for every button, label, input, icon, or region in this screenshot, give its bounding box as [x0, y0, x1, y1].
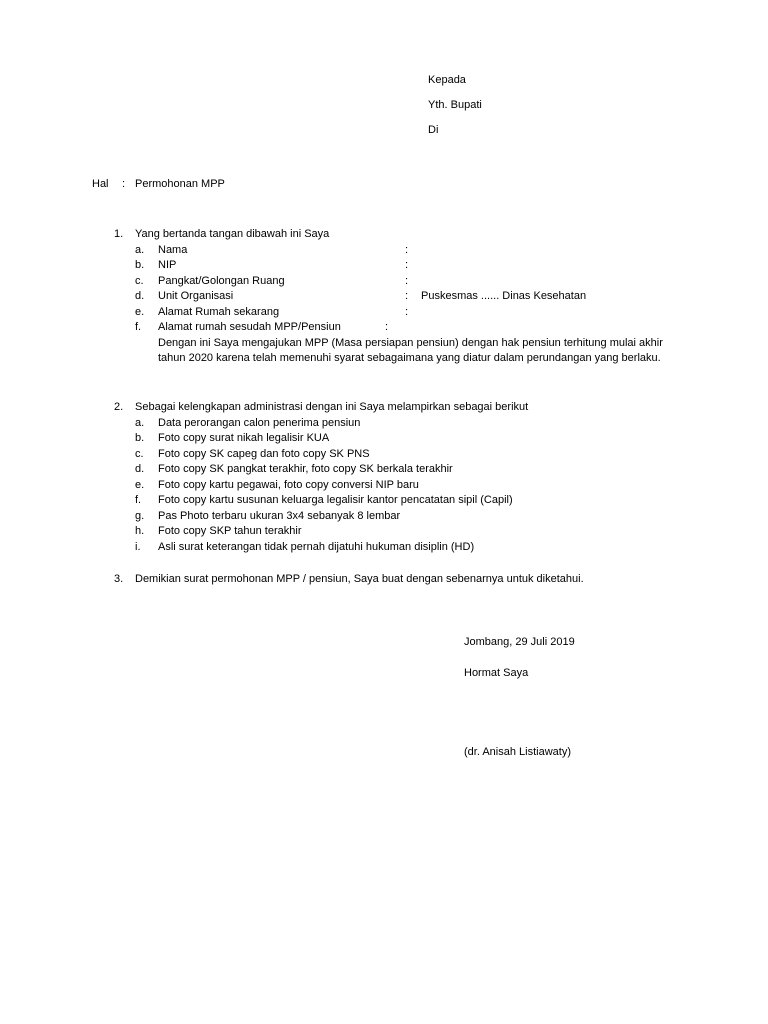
item-text: Foto copy surat nikah legalisir KUA [158, 432, 330, 444]
item-text: Foto copy SK capeg dan foto copy SK PNS [158, 447, 370, 460]
attachment-item [135, 447, 674, 463]
item-letter: g. [135, 509, 145, 522]
item-letter: f. [135, 494, 142, 506]
item-label: Alamat Rumah sekarang [158, 305, 280, 318]
item-letter: i. [135, 540, 141, 553]
item-letter: e. [135, 478, 145, 491]
section-2-number: 2. [114, 401, 124, 413]
identity-row-nama [135, 243, 674, 259]
section-1-number: 1. [114, 228, 124, 240]
attachment-item [135, 524, 674, 540]
identity-row-nip [135, 258, 674, 274]
attachment-item [135, 509, 674, 525]
signature-closing: Hormat Saya [464, 667, 529, 679]
item-text: Asli surat keterangan tidak pernah dijatuhi hukuman disiplin (HD) [158, 540, 475, 553]
item-text: Data perorangan calon penerima pensiun [158, 416, 361, 429]
item-letter: d. [135, 463, 145, 475]
item-colon: : [405, 243, 409, 256]
attachment-item [135, 478, 674, 494]
item-letter: a. [135, 243, 145, 256]
item-letter: b. [135, 259, 145, 271]
attachment-item [135, 431, 674, 447]
item-label: Alamat rumah sesudah MPP/Pensiun [158, 321, 341, 333]
section-2-heading: Sebagai kelengkapan administrasi dengan ini Saya melampirkan sebagai berikut [135, 401, 529, 413]
item-letter: d. [135, 290, 145, 302]
identity-row-alamat-sekarang [135, 305, 674, 321]
item-colon: : [385, 321, 389, 333]
subject-label: Hal [92, 178, 109, 190]
item-text: Foto copy SKP tahun terakhir [158, 525, 302, 537]
section-2 [114, 400, 674, 555]
signature-name: (dr. Anisah Listiawaty) [464, 746, 571, 758]
item-letter: c. [135, 274, 144, 287]
item-letter: a. [135, 416, 145, 429]
identity-row-alamat-sesudah [135, 320, 674, 336]
item-letter: b. [135, 432, 145, 444]
subject-text: Permohonan MPP [135, 178, 225, 190]
item-value: Puskesmas ...... Dinas Kesehatan [421, 290, 587, 302]
attachment-item [135, 540, 674, 556]
section-3-number: 3. [114, 573, 124, 585]
item-letter: e. [135, 305, 145, 318]
attachment-item [135, 462, 674, 478]
item-text: Foto copy SK pangkat terakhir, foto copy SK berkala terakhir [158, 463, 453, 475]
section-1-paragraph: Dengan ini Saya mengajukan MPP (Masa persiapan pensiun) dengan hak pensiun terhitung mulai akhir tahun 2020 karena telah memenuhi syarat sebagaimana yang diatur dalam perundangan yang berlaku. [158, 336, 663, 364]
item-colon: : [405, 305, 409, 318]
item-letter: c. [135, 447, 144, 460]
subject-colon: : [122, 178, 126, 190]
attachment-item [135, 493, 674, 509]
item-letter: f. [135, 321, 142, 333]
section-3-text: Demikian surat permohonan MPP / pensiun, Saya buat dengan sebenarnya untuk diketahui. [135, 573, 584, 585]
item-label: NIP [158, 259, 177, 271]
identity-row-pangkat [135, 274, 674, 290]
recipient-line-di: Di [428, 124, 439, 136]
section-1 [114, 227, 674, 367]
attachment-item [135, 416, 674, 432]
item-label: Pangkat/Golongan Ruang [158, 274, 285, 287]
item-text: Foto copy kartu susunan keluarga legalisir kantor pencatatan sipil (Capil) [158, 494, 513, 506]
item-letter: h. [135, 525, 145, 537]
subject-line [92, 177, 225, 193]
signature-place-date: Jombang, 29 Juli 2019 [464, 636, 575, 648]
identity-row-unit-organisasi [135, 289, 674, 305]
item-colon: : [405, 259, 409, 271]
section-3 [114, 572, 674, 588]
item-colon: : [405, 274, 409, 287]
item-label: Nama [158, 243, 188, 256]
item-label: Unit Organisasi [158, 290, 234, 302]
recipient-line-kepada: Kepada [428, 74, 466, 86]
item-text: Foto copy kartu pegawai, foto copy conversi NIP baru [158, 478, 419, 491]
section-1-heading: Yang bertanda tangan dibawah ini Saya [135, 228, 330, 240]
item-text: Pas Photo terbaru ukuran 3x4 sebanyak 8 lembar [158, 509, 401, 522]
recipient-line-bupati: Yth. Bupati [428, 99, 482, 111]
item-colon: : [405, 290, 409, 302]
